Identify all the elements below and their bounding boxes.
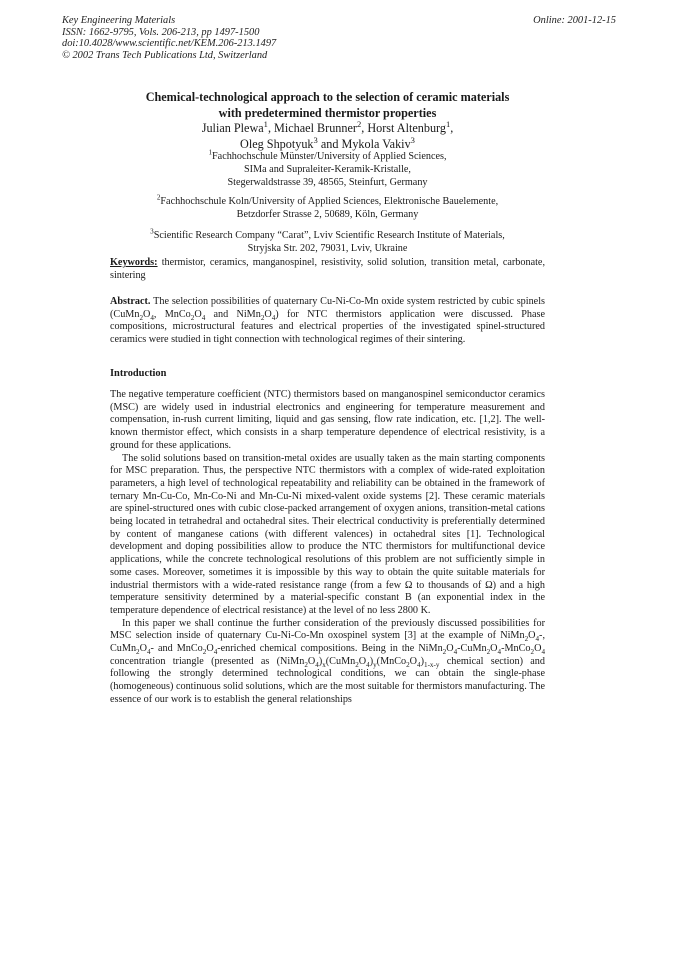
subscript: 2 [202,648,207,657]
author-affil-mark: 1 [263,118,268,129]
author-affil-mark: 3 [410,134,415,145]
author-affil-mark: 2 [356,118,362,129]
journal-issn: ISSN: 1662-9795, Vols. 206-213, pp 1497-1500 [62,26,260,38]
paragraph: The solid solutions based on transition-metal oxides are usually taken as the main starting components for MSC preparation. Thus, the perspective NTC thermistors with a complex of wide-rated exploitation parameters, a high level of technological repeatability and reliability can be obtained in the framework of ternary Mn-Cu-Co, Mn-Co-Ni and Mn-Cu-Ni mixed-valent oxide systems [2]. These ceramic materials are spinel-structured ones with cubic close-packed arrangement of oxygen anions, transition-metal cations being located in tetrahedral and octahedral sites. Their electrical conductivity is preferentially determined by content of manganese cations (with different valences) in octahedral sites [1]. Technological development and doping possibilities allow to produce the NTC thermistors for multifunctional device applications, while the concrete technological resolutions of this problem are not sufficiently simple in some cases. Moreover, sometimes it is impossible by this way to obtain the quite suitable materials for industrial thermistors with a wide-rated resistance range (from a few Ω to thousands of Ω) and a high temperature sensitivity determined by a material-specific constant B (an exponential index in the temperature dependence of electrical resistance) at the level of no less 2800 K. [110,452,545,616]
subscript: 2 [136,648,140,657]
title-line-2: with predetermined thermistor properties [218,105,437,120]
subscript: 2 [406,660,410,669]
abstract-text: ) for NTC thermistors application were discussed. Phase compositions, microstructural features and electrical properties of the investigated spinel-structured ceramics were studied in tight connection with technological regimes of their sintering. [110,308,545,346]
subscript: 2 [304,660,308,669]
online-date: Online: 2001-12-15 [533,15,616,26]
subscript: 4 [201,313,206,322]
journal-copyright: © 2002 Trans Tech Publications Ltd, Switzerland [62,49,268,61]
authors-line-1 [110,118,545,137]
paragraph-text: ) [369,655,374,667]
abstract-label: Abstract. [110,296,151,307]
affiliation-text: Fachhochschule Münster/University of Applied Sciences, [212,151,447,162]
subscript: 4 [271,313,276,322]
subscript: 4 [541,648,545,657]
affiliation-2 [110,193,545,222]
paragraph-text: -enriched chemical compositions. Being in the NiMn [217,643,443,655]
subscript: 2 [260,313,265,322]
subscript: x [322,660,326,669]
paragraph-text: -MnCo [501,643,531,655]
abstract-text: and NiMn [205,308,261,320]
subscript: 4 [453,648,458,657]
author-affil-mark: 1 [445,118,451,129]
affiliation-1 [110,148,545,189]
affiliation-line [110,148,545,164]
paragraph-text: O [206,643,214,655]
affiliation-line [110,193,545,209]
paragraph-text: chemical section) and following the strongly determined technological conditions, we can obtain the single-phase (homogeneous) continuous solid solutions, which are the most suitable for thermistors manufacturing. The essence of our work is to establish the general relationships [110,655,545,705]
affiliation-line [110,227,545,243]
subscript: 2 [355,660,359,669]
subscript: y [373,660,377,669]
journal-name: Key Engineering Materials [62,15,176,26]
paragraph-text: In this paper we shall continue the further consideration of the previously discussed possibilities for MSC selection inside of quaternary Cu-Ni-Co-Mn oxospinel system [3] at the example of NiMn [110,617,545,642]
subscript: 4 [535,635,540,644]
title-line-1: Chemical-technological approach to the selection of ceramic materials [145,90,510,104]
affiliation-number: 2 [156,193,161,202]
subscript: 2 [190,313,195,322]
journal-header [62,15,276,61]
affiliation-text: Scientific Research Company “Carat”, Lviv Scientific Research Institute of Materials, [153,230,505,241]
affiliation-line: Stegerwaldstrasse 39, 48565, Steinfurt, Germany [227,176,428,188]
affiliation-number: 3 [150,227,154,236]
paragraph-text: O [409,655,418,667]
paragraph-text: concentration triangle (presented as (NiMn [110,655,305,667]
subscript: 2 [486,648,491,657]
abstract-text: The selection possibilities of quaternary Cu-Ni-Co-Mn oxide system restricted by cubic spinels (CuMn [110,296,545,320]
affiliation-line: Betzdorfer Strasse 2, 50689, Köln, Germany [236,208,419,220]
subscript: 1-x-y [424,660,440,669]
author-name: Michael Brunner [274,121,357,135]
subscript: 2 [524,635,529,644]
section-heading-introduction: Introduction [110,368,167,379]
authors-line-2 [110,134,545,153]
author-separator: and [317,136,342,151]
subscript: 4 [315,660,319,669]
author-name: Mykola Vakiv [341,136,411,151]
affiliation-text: Fachhochschule Koln/University of Applied Sciences, Elektronische Bauelemente, [160,196,499,207]
author-name: Horst Altenburg [367,121,446,135]
affiliation-line: Stryjska Str. 202, 79031, Lviv, Ukraine [247,242,408,254]
affiliation-number: 1 [208,148,212,157]
keywords-label: Keywords: [110,257,158,268]
author-name: Julian Plewa [201,121,264,135]
paragraph [110,618,545,707]
affiliation-line: SIMa and Supraleiter-Keramik-Kristalle, [244,163,411,175]
paragraph: The negative temperature coefficient (NTC) thermistors based on manganospinel semiconductor ceramics (MSC) are widely used in industrial electronics and engineering for temperature measurement and compensation, in-rush current limiting, liquid and gas sensing, flow rate indication, etc. [1,2]. The well-known thermistor effect, which consists in a sharp temperature dependence of electrical resistivity, is a ground for these applications. [110,389,545,451]
author-list [110,118,545,152]
subscript: 2 [530,648,535,657]
subscript: 2 [442,648,447,657]
abstract-section [110,296,545,347]
subscript: 4 [213,648,218,657]
subscript: 4 [146,648,151,657]
abstract-text: O [264,308,272,320]
author-affil-mark: 3 [313,134,318,145]
paragraph-text: ) [420,655,424,667]
subscript: 4 [497,648,502,657]
paragraph-text: O [358,655,367,667]
paper-title [110,90,545,121]
paragraph-text: (MnCo [376,655,407,667]
paragraph-text: O [139,643,147,655]
paragraph-text: O [534,643,542,655]
subscript: 4 [366,660,370,669]
abstract-text: O [143,308,151,320]
subscript: 4 [417,660,421,669]
paragraph-text: O [490,643,498,655]
paragraph-text: - and MnCo [150,643,203,655]
keywords-section [110,257,545,282]
subscript: 2 [139,313,143,322]
affiliation-3 [110,227,545,256]
introduction-body [110,389,545,707]
author-name: Oleg Shpotyuk [240,136,314,151]
paragraph-text: O [446,643,454,655]
abstract-text: , MnCo [153,308,191,320]
paragraph-text: (CuMn [325,655,356,667]
paragraph-text: O [528,630,536,642]
author-separator: , [361,121,368,135]
journal-doi[interactable]: doi:10.4028/www.scientific.net/KEM.206-213.1497 [62,38,277,50]
keywords-text: thermistor, ceramics, manganospinel, resistivity, solid solution, transition metal, carbonate, sintering [110,257,545,281]
author-separator: , [450,121,454,135]
subscript: 4 [150,313,154,322]
paragraph-text: -, CuMn [110,630,545,655]
paragraph-text: O [307,655,316,667]
abstract-text: O [194,308,202,320]
author-separator: , [267,121,275,135]
paragraph-text: -CuMn [457,643,487,655]
paragraph-text: ) [318,655,323,667]
